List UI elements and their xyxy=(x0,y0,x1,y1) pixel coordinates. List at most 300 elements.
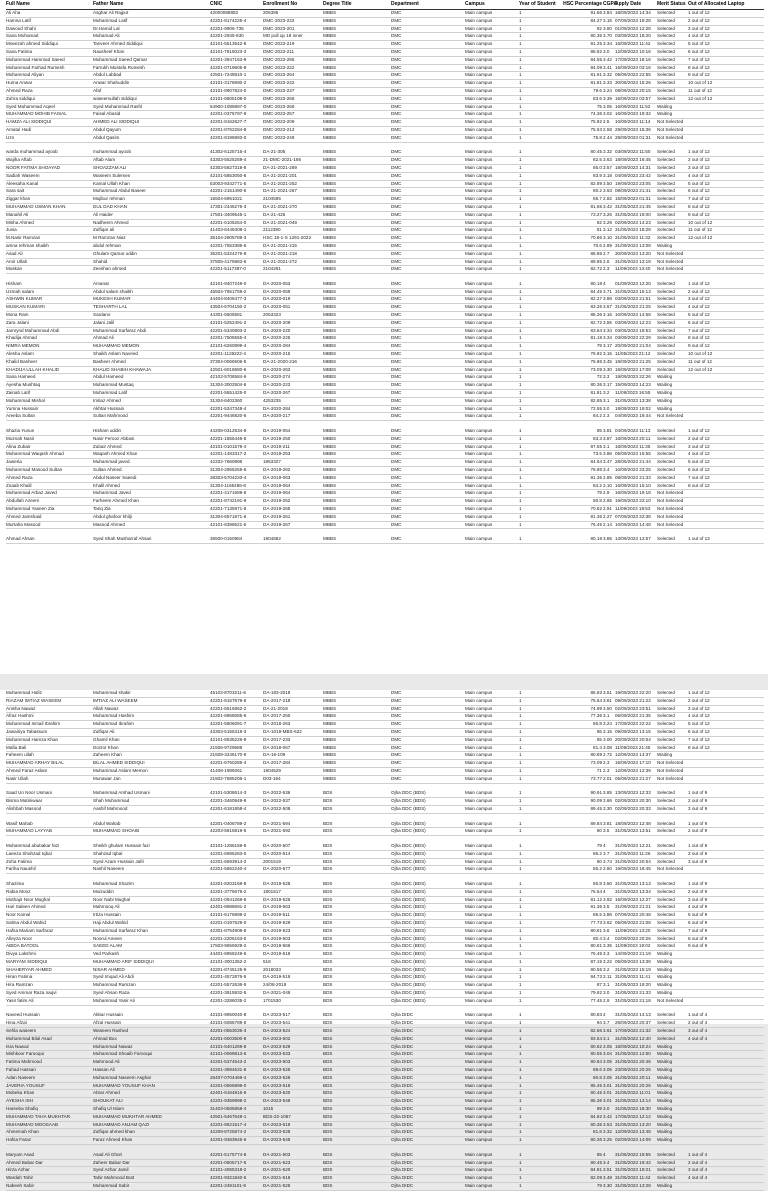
cell-full-name: Juvia xyxy=(6,227,17,233)
cell-cgpa: 3.05 xyxy=(603,1043,612,1049)
cell-apply-date: 11/09/2023 16:55 xyxy=(615,390,651,396)
cell-merit-status: Not Selected xyxy=(657,866,684,872)
table-row xyxy=(6,904,764,912)
cell-cnic: 42201-9383945-6 xyxy=(210,1137,247,1143)
cell-apply-date: 31/05/2023 11:42 xyxy=(615,1175,651,1181)
cell-department: Ojha DIDC xyxy=(391,1082,414,1088)
cell-apply-date: 31/05/2023 18:28 xyxy=(615,227,651,233)
cell-cnic: 42201-2945-630 xyxy=(210,33,244,39)
cell-department: Ojha DDC (BDS) xyxy=(391,896,426,902)
cell-year-of-student: 1 xyxy=(519,1175,522,1181)
cell-full-name: Alishbah Masood xyxy=(6,805,42,811)
cell-campus: Main campus xyxy=(465,820,493,826)
cell-merit-status: Selected xyxy=(657,95,675,101)
cell-cgpa: 4 xyxy=(603,280,606,286)
cell-year-of-student: 1 xyxy=(519,1059,522,1065)
cell-cgpa: 3.63 xyxy=(603,157,612,163)
cell-apply-date: 18/09/2023 11:35 xyxy=(615,443,651,449)
cell-campus: Main campus xyxy=(465,912,493,918)
cell-full-name: Alleyza Noor xyxy=(6,935,33,941)
cell-cnic: 31304-1165488-8 xyxy=(210,482,246,488)
cell-hsc-percentage: 81 xyxy=(596,227,602,233)
cell-cgpa: 3.10 xyxy=(603,235,612,241)
cell-cgpa: 3.50 xyxy=(603,705,612,711)
cell-merit-status: Waiting xyxy=(657,951,673,957)
cell-department: Ojha DIDC xyxy=(391,1051,414,1057)
cell-merit-status: Waiting xyxy=(657,1043,673,1049)
cell-merit-status: Selected xyxy=(657,164,675,170)
cell-cgpa: 3.05 xyxy=(603,1059,612,1065)
cell-cgpa: 2.58 xyxy=(603,126,612,132)
cell-department: DMC xyxy=(391,164,402,170)
cell-out-of-allocated-laptop xyxy=(688,1114,763,1121)
cell-hsc-percentage: 90.91 xyxy=(590,790,602,796)
group-spacer xyxy=(6,529,764,536)
cell-hsc-percentage: 80 xyxy=(596,858,602,864)
cell-father-name: Afzal Hussain xyxy=(93,1020,122,1026)
cell-apply-date: 29/09/2023 15:36 xyxy=(615,126,651,132)
cell-cgpa: 3.2 xyxy=(603,390,610,396)
cell-father-name: Muhammad Shoaib Farooqui xyxy=(93,1051,153,1057)
cell-apply-date: 03/09/2023 18:20 xyxy=(615,33,651,39)
cell-enrollment-no: DA-2019-267 xyxy=(263,521,291,527)
cell-year-of-student: 1 xyxy=(519,1137,522,1143)
cell-full-name: MUHAMMAD MOHIB FAISAL xyxy=(6,111,67,117)
cell-enrollment-no: DA-2023-520 xyxy=(263,1090,291,1096)
cell-campus: Main campus xyxy=(465,164,493,170)
cell-father-name: Faisal Abasid xyxy=(93,111,121,117)
cell-department: DMC xyxy=(391,296,402,302)
cell-department: DMC xyxy=(391,25,402,31)
cell-campus: Main campus xyxy=(465,736,493,742)
cell-father-name: Syed Ahsan Raza xyxy=(93,990,130,996)
cell-cgpa: 2.85 xyxy=(603,474,612,480)
cell-cgpa: 3.05 xyxy=(603,1074,612,1080)
cell-cnic: 36500-0150984 xyxy=(210,536,243,542)
cell-merit-status: Waiting xyxy=(657,1113,673,1119)
cell-enrollment-no: 1701530 xyxy=(263,997,281,1003)
cell-year-of-student: 1 xyxy=(519,48,522,54)
table-row xyxy=(6,259,764,267)
cell-department: DMC xyxy=(391,95,402,101)
cell-cnic: 42201-2491101-9 xyxy=(210,1183,246,1188)
cell-out-of-allocated-laptop: 6 out of 9 xyxy=(688,919,708,925)
cell-father-name: Amanat xyxy=(93,280,109,286)
cell-full-name: Muhammad Waqash Ahmad xyxy=(6,451,64,457)
cell-full-name: KHADIJA ULLAH KHALID xyxy=(6,366,60,372)
cell-merit-status: Selected xyxy=(657,157,675,163)
cell-out-of-allocated-laptop: 12 out of 12 xyxy=(688,235,713,241)
cell-apply-date: 19/09/2023 22:10 xyxy=(615,498,651,504)
cell-department: DMC xyxy=(391,172,402,178)
cell-merit-status: Selected xyxy=(657,10,675,15)
cell-merit-status: Waiting xyxy=(657,103,673,109)
cell-year-of-student: 1 xyxy=(519,850,522,856)
cell-degree-title: BDS xyxy=(323,1090,333,1096)
table-row xyxy=(6,320,764,328)
cell-hsc-percentage: 74.36 xyxy=(590,111,602,117)
cell-cgpa: 3.42 xyxy=(603,203,612,209)
cell-year-of-student: 1 xyxy=(519,428,522,434)
cell-year-of-student: 1 xyxy=(519,927,522,933)
cell-full-name: Salma Abdul Wahid xyxy=(6,919,46,925)
cell-father-name: Muhammad Saeed Qamar xyxy=(93,56,148,62)
table-row xyxy=(6,990,764,998)
cell-department: DMC xyxy=(391,443,402,449)
cell-full-name: Khadija Ahmad xyxy=(6,335,37,341)
cell-father-name: TESHARTH LAL xyxy=(93,304,128,310)
cell-merit-status: Selected xyxy=(657,880,675,886)
cell-department: Ojha DDC (BDS) xyxy=(391,880,426,886)
cell-hsc-percentage: 83.64 xyxy=(590,327,602,333)
cell-campus: Main campus xyxy=(465,280,493,286)
cell-enrollment-no: DA-2019-523 xyxy=(263,927,291,933)
cell-hsc-percentage: 76.54 xyxy=(590,888,602,894)
cell-department: Ojha DIDC xyxy=(391,1035,414,1041)
cell-father-name: Faraz Ahmed Khan xyxy=(93,1137,133,1143)
cell-full-name: Ahmad Ahsan xyxy=(6,536,35,542)
cell-degree-title: MBBS xyxy=(323,188,337,194)
cell-cnic: 44301-5505581 xyxy=(210,312,243,318)
cell-apply-date: 30/09/2023 13:20 xyxy=(615,250,651,256)
table-row xyxy=(6,296,764,304)
cell-merit-status: Selected xyxy=(657,17,675,23)
cell-merit-status: Waiting xyxy=(657,1059,673,1065)
cell-apply-date: 31/05/2023 19:21 xyxy=(615,1167,651,1173)
cell-campus: Main campus xyxy=(465,428,493,434)
cell-apply-date: 16/09/2023 19:32 xyxy=(615,111,651,117)
cell-father-name: abdul rehman xyxy=(93,242,122,248)
cell-hsc-percentage: 90.09 xyxy=(590,798,602,804)
cell-department: DMC xyxy=(391,211,402,217)
cell-apply-date: 17/09/2023 21:32 xyxy=(615,1028,651,1034)
cell-full-name: Afraz Hashmi xyxy=(6,713,34,719)
cell-father-name: Muhammad Arshad Usmani xyxy=(93,790,150,796)
cell-degree-title: MBBS xyxy=(323,366,337,372)
cell-degree-title: MBBS xyxy=(323,752,337,758)
cell-hsc-percentage: 86.36 xyxy=(590,312,602,318)
table-row xyxy=(6,1059,764,1067)
cell-campus: Main campus xyxy=(465,48,493,54)
cell-out-of-allocated-laptop: 7 out of 12 xyxy=(688,56,710,62)
cell-campus: Main campus xyxy=(465,943,493,949)
cell-year-of-student: 1 xyxy=(519,943,522,949)
cell-cgpa: 3.66 xyxy=(603,798,612,804)
cell-cgpa: 3.2 xyxy=(603,966,610,972)
cell-hsc-percentage: 82.72 xyxy=(590,266,602,272)
table-row xyxy=(6,359,764,367)
cell-father-name: Munawar Jan xyxy=(93,775,121,781)
cell-year-of-student: 1 xyxy=(519,149,522,155)
cell-out-of-allocated-laptop: 8 out of 9 xyxy=(688,935,708,941)
cell-department: DMC xyxy=(391,119,402,125)
cell-hsc-percentage: 74.98 xyxy=(590,705,602,711)
cell-year-of-student: 1 xyxy=(519,343,522,349)
cell-degree-title: MBBS xyxy=(323,358,337,364)
cell-year-of-student: 1 xyxy=(519,17,522,23)
cell-cnic: 42101-5086789-5 xyxy=(210,1020,247,1026)
cell-merit-status: Selected xyxy=(657,41,675,47)
cell-degree-title: BDS xyxy=(323,943,333,949)
cell-hsc-percentage: 91.66 xyxy=(590,10,602,15)
table-row xyxy=(6,737,764,745)
cell-enrollment-no: DA-2019-529 xyxy=(263,919,291,925)
table-row xyxy=(6,729,764,737)
cell-degree-title: BDS xyxy=(323,982,333,988)
cell-out-of-allocated-laptop: 11 out of 12 xyxy=(688,358,712,364)
cell-apply-date: 07/09/2023 20:48 xyxy=(615,912,651,918)
cell-hsc-percentage: 73.77 xyxy=(590,775,602,781)
cell-apply-date: 02/09/2023 20:33 xyxy=(615,805,651,811)
cell-enrollment-no: DA-21-2021-201 xyxy=(263,172,297,178)
cell-campus: Main campus xyxy=(465,443,493,449)
cell-cgpa: 3.92 xyxy=(603,896,612,902)
cell-hsc-percentage: 73.09 xyxy=(590,760,602,766)
cell-enrollment-no: DA-2022-536 xyxy=(263,790,291,796)
cell-department: DMC xyxy=(391,250,402,256)
cell-hsc-percentage: 79 xyxy=(596,842,602,848)
cell-cnic: 42201-5572636-5 xyxy=(210,982,247,988)
cell-full-name: Muhammad abubakar fazi xyxy=(6,842,60,848)
table-row xyxy=(6,1036,764,1044)
cell-apply-date: 26/09/2023 20:37 xyxy=(615,1020,651,1026)
cell-full-name: Jaweria xyxy=(6,459,22,465)
cell-merit-status: Selected xyxy=(657,149,675,155)
cell-enrollment-no: DA-2020-507 xyxy=(263,842,291,848)
cell-merit-status: Selected xyxy=(657,219,675,225)
cell-full-name: ASHWIN KUMAR xyxy=(6,296,43,302)
cell-out-of-allocated-laptop: 3 out of 9 xyxy=(688,896,708,902)
header-father-name: Father Name xyxy=(93,1,124,7)
cell-campus: Main campus xyxy=(465,451,493,457)
cell-apply-date: 15/09/2023 03:57 xyxy=(615,95,651,101)
cell-year-of-student: 1 xyxy=(519,1106,522,1112)
cell-father-name: Shah Muhammad xyxy=(93,798,130,804)
cell-department: DMC xyxy=(391,64,402,70)
cell-department: Ojha DDC (BDS) xyxy=(391,866,426,872)
cell-apply-date: 16/09/2023 19:18 xyxy=(615,490,651,496)
cell-cnic: 42101-5513542-8 xyxy=(210,41,247,47)
cell-apply-date: 12/09/2023 13:48 xyxy=(615,1129,651,1135)
cell-year-of-student: 1 xyxy=(519,744,522,750)
cell-enrollment-no: DA-2020-223 xyxy=(263,382,291,388)
cell-department: DMC xyxy=(391,775,402,781)
table-header-row xyxy=(6,0,764,10)
cell-merit-status: Selected xyxy=(657,888,675,894)
cell-campus: Main campus xyxy=(465,828,493,834)
cell-campus: Main campus xyxy=(465,382,493,388)
cell-department: Ojha DIDC xyxy=(391,1113,414,1119)
cell-full-name: Zainab Latif xyxy=(6,390,31,396)
cell-father-name: Kamal Ullah Khan xyxy=(93,180,130,186)
table-row xyxy=(6,304,764,312)
cell-degree-title: BDS xyxy=(323,974,333,980)
cell-enrollment-no: MD pull up 18 inner xyxy=(263,33,303,39)
cell-out-of-allocated-laptop xyxy=(688,498,763,505)
cell-cnic: 31403-0585858-4 xyxy=(210,1106,247,1112)
cell-cnic: 42201-3460949-6 xyxy=(210,798,247,804)
cell-enrollment-no: 206385 xyxy=(263,10,279,15)
cell-campus: Main campus xyxy=(465,775,493,781)
cell-cgpa: 3.0 xyxy=(603,48,610,54)
cell-department: DMC xyxy=(391,705,402,711)
cell-full-name: Muznah Nasir xyxy=(6,435,35,441)
cell-apply-date: 17/09/2023 18:16 xyxy=(615,56,651,62)
cell-out-of-allocated-laptop: 2 out of 12 xyxy=(688,288,710,294)
cell-degree-title: MBBS xyxy=(323,164,337,170)
table-row xyxy=(6,328,764,336)
cell-campus: Main campus xyxy=(465,1129,493,1135)
table-row xyxy=(6,1067,764,1075)
cell-full-name: Ziggar khan xyxy=(6,196,31,202)
cell-campus: Main campus xyxy=(465,1059,493,1065)
cell-enrollment-no: DA-2017-284 xyxy=(263,760,291,766)
cell-hsc-percentage: 84.73 xyxy=(590,974,602,980)
cell-apply-date: 11/09/2023 13:40 xyxy=(615,266,651,272)
cell-cnic: 42201-0719605-8 xyxy=(210,64,247,70)
cell-apply-date: 12/09/2023 12:39 xyxy=(615,767,651,773)
table-row xyxy=(6,33,764,41)
cell-out-of-allocated-laptop xyxy=(688,866,763,873)
cell-campus: Main campus xyxy=(465,798,493,804)
cell-campus: Main campus xyxy=(465,760,493,766)
cell-enrollment-no: DMC-2023-264 xyxy=(263,72,295,78)
cell-department: DMC xyxy=(391,48,402,54)
cell-merit-status: Waiting xyxy=(657,1183,673,1188)
cell-cnic: 42201-0197529-0 xyxy=(210,919,247,925)
group-spacer xyxy=(6,421,764,428)
cell-out-of-allocated-laptop: 3 out of 12 xyxy=(688,296,710,302)
cell-campus: Main campus xyxy=(465,1098,493,1104)
cell-father-name: Shaikh Aslam Naveed xyxy=(93,351,138,357)
cell-degree-title: MBBS xyxy=(323,351,337,357)
cell-year-of-student: 1 xyxy=(519,958,522,964)
cell-year-of-student: 1 xyxy=(519,506,522,511)
cell-full-name: Jamrynd Muhammad Abdi xyxy=(6,327,60,333)
cell-hsc-percentage: 89.84 xyxy=(590,820,602,826)
cell-year-of-student: 1 xyxy=(519,919,522,925)
cell-father-name: Muhamad Ali xyxy=(93,33,120,39)
cell-campus: Main campus xyxy=(465,1035,493,1041)
cell-merit-status: Selected xyxy=(657,80,675,86)
cell-cnic: 42201-0605717-5 xyxy=(210,1159,247,1165)
cell-degree-title: BDS xyxy=(323,1129,333,1135)
cell-cnic: 42101-5853050-6 xyxy=(210,172,247,178)
cell-year-of-student: 1 xyxy=(519,1113,522,1119)
table-row xyxy=(6,235,764,243)
cell-father-name: Jalani Jalil xyxy=(93,319,115,325)
cell-degree-title: MBBS xyxy=(323,126,337,132)
cell-campus: Main campus xyxy=(465,490,493,496)
cell-full-name: Areeba Sultan xyxy=(6,413,36,419)
cell-year-of-student: 1 xyxy=(519,858,522,864)
cell-merit-status: Not Selected xyxy=(657,413,684,419)
cell-cgpa: 3.3 xyxy=(603,951,610,957)
table-row xyxy=(6,998,764,1006)
cell-enrollment-no: 2001519 xyxy=(263,858,281,864)
cell-merit-status: Selected xyxy=(657,943,675,949)
cell-campus: Main campus xyxy=(465,235,493,241)
table-row xyxy=(6,936,764,944)
cell-hsc-percentage: 85 xyxy=(596,1151,602,1157)
cell-enrollment-no: DA-2023-546 xyxy=(263,1098,291,1104)
cell-campus: Main campus xyxy=(465,927,493,933)
cell-degree-title: MBBS xyxy=(323,56,337,62)
table-row xyxy=(6,713,764,721)
cell-father-name: Farrukh Mustafa Rumesh xyxy=(93,64,145,70)
cell-full-name: amna rehman shaikh xyxy=(6,242,49,248)
cell-merit-status: Waiting xyxy=(657,1051,673,1057)
cell-year-of-student: 1 xyxy=(519,87,522,93)
cell-year-of-student: 1 xyxy=(519,288,522,294)
cell-enrollment-no: DA-2020-209 xyxy=(263,319,291,325)
cell-campus: Main campus xyxy=(465,767,493,773)
cell-degree-title: BDS xyxy=(323,842,333,848)
cell-enrollment-no: D03-184 xyxy=(263,775,281,781)
cell-cnic: 26407-0704469-4 xyxy=(210,1074,247,1080)
cell-cnic: 31304-6402360 xyxy=(210,397,243,403)
cell-father-name: MUHAMMAD ANJAM QAZI xyxy=(93,1121,150,1127)
cell-degree-title: BDS xyxy=(323,805,333,811)
cell-year-of-student: 1 xyxy=(519,966,522,972)
cell-merit-status: Not Selected xyxy=(657,760,684,766)
cell-hsc-percentage: 84.09 xyxy=(590,64,602,70)
cell-department: Ojha DDC (BDS) xyxy=(391,904,426,910)
cell-enrollment-no: DMC-2023-211 xyxy=(263,48,295,54)
cell-father-name: Zulfiqar ali xyxy=(93,227,115,233)
cell-enrollment-no: DA-2020-577 xyxy=(263,866,291,872)
cell-full-name: Hamna Latif xyxy=(6,17,31,23)
cell-apply-date: 03/09/2023 21:51 xyxy=(615,296,651,302)
table-row xyxy=(6,204,764,212)
cell-department: DMC xyxy=(391,188,402,194)
cell-apply-date: 19/09/2023 18:45 xyxy=(615,866,651,872)
cell-hsc-percentage: 89 xyxy=(596,1106,602,1112)
cell-department: DMC xyxy=(391,327,402,333)
cell-out-of-allocated-laptop: 7 out of 12 xyxy=(688,196,710,202)
cell-merit-status: Not Selected xyxy=(657,119,684,125)
cell-cgpa: 3.5 xyxy=(603,904,610,910)
cell-enrollment-no: DA-183-2018 xyxy=(263,690,291,695)
cell-full-name: Sara sait xyxy=(6,188,25,194)
cell-cgpa: 3.26 xyxy=(603,211,612,217)
cell-apply-date: 06/09/2023 22:55 xyxy=(615,72,651,78)
cell-out-of-allocated-laptop xyxy=(688,1122,763,1129)
cell-father-name: Nashil Naseem xyxy=(93,866,125,872)
cell-year-of-student: 1 xyxy=(519,1067,522,1073)
group-spacer xyxy=(6,874,764,881)
cell-department: Ojha DDC (BDS) xyxy=(391,858,426,864)
cell-full-name: warda muhammad ayoob xyxy=(6,149,58,155)
cell-campus: Main campus xyxy=(465,351,493,357)
cell-department: Ojha DDC (BDS) xyxy=(391,935,426,941)
cell-campus: Main campus xyxy=(465,1090,493,1096)
cell-campus: Main campus xyxy=(465,242,493,248)
cell-cgpa: 3.15 xyxy=(603,351,612,357)
cell-out-of-allocated-laptop xyxy=(688,266,763,273)
cell-enrollment-no: DMC-2023-265 xyxy=(263,95,295,101)
cell-full-name: Sadiah Waseem xyxy=(6,172,40,178)
cell-out-of-allocated-laptop xyxy=(688,982,763,989)
cell-cnic: 42201-3286035-2 xyxy=(210,997,247,1003)
cell-merit-status: Selected xyxy=(657,482,675,488)
cell-campus: Main campus xyxy=(465,219,493,225)
table-row xyxy=(6,135,764,143)
cell-apply-date: 02/09/2023 20:26 xyxy=(615,935,651,941)
cell-degree-title: MBBS xyxy=(323,459,337,465)
cell-out-of-allocated-laptop xyxy=(688,413,763,420)
cell-out-of-allocated-laptop: 2 out of 8 xyxy=(688,850,708,856)
